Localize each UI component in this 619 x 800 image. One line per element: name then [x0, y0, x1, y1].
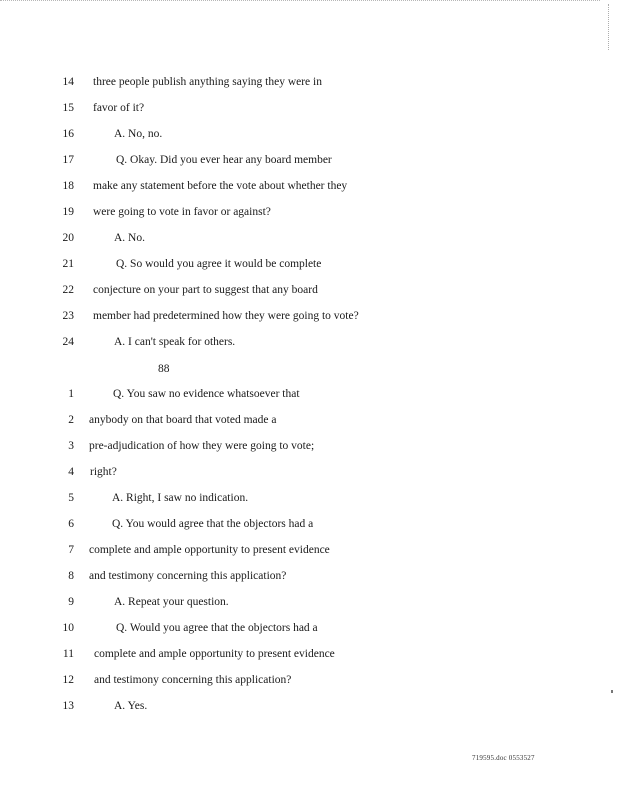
page-number: 88 — [158, 363, 170, 375]
transcript-line — [52, 74, 572, 90]
line-text: and testimony concerning this application? — [89, 570, 287, 582]
transcript-line — [52, 282, 572, 298]
line-text: were going to vote in favor or against? — [93, 206, 271, 218]
transcript-line — [52, 412, 572, 428]
line-number: 11 — [62, 648, 74, 660]
line-number: 16 — [62, 128, 74, 140]
transcript-line — [52, 256, 572, 272]
line-text: Q. You saw no evidence whatsoever that — [113, 388, 300, 400]
line-text: conjecture on your part to suggest that any board — [93, 284, 318, 296]
line-text: Q. Okay. Did you ever hear any board member — [116, 154, 332, 166]
transcript-line — [52, 672, 572, 688]
line-number: 6 — [68, 518, 74, 530]
transcript-line — [52, 542, 572, 558]
transcript-line — [52, 646, 572, 662]
line-text: A. No, no. — [114, 128, 163, 140]
transcript-line — [52, 698, 572, 714]
transcript-line — [52, 334, 572, 350]
line-text: member had predetermined how they were going to vote? — [93, 310, 359, 322]
line-number: 10 — [62, 622, 74, 634]
line-text: favor of it? — [93, 102, 145, 114]
line-number: 8 — [68, 570, 74, 582]
line-text: A. Right, I saw no indication. — [112, 492, 249, 504]
line-number: 4 — [68, 466, 74, 478]
line-text: anybody on that board that voted made a — [89, 414, 277, 426]
transcript-line — [52, 126, 572, 142]
line-text: make any statement before the vote about whether they — [93, 180, 348, 192]
line-text: three people publish anything saying they were in — [93, 76, 322, 88]
transcript-line — [52, 516, 572, 532]
line-number: 7 — [68, 544, 74, 556]
line-number: 9 — [68, 596, 74, 608]
line-text: and testimony concerning this application? — [94, 674, 292, 686]
transcript-line — [52, 620, 572, 636]
line-number: 18 — [62, 180, 74, 192]
document-id: 719595.doc 0553527 — [472, 754, 535, 762]
line-number: 13 — [62, 700, 74, 712]
line-number: 21 — [62, 258, 74, 270]
line-number: 20 — [62, 232, 74, 244]
line-number: 23 — [62, 310, 74, 322]
transcript-line — [52, 438, 572, 454]
line-number: 15 — [62, 102, 74, 114]
transcript-line — [52, 178, 572, 194]
line-text: complete and ample opportunity to present evidence — [89, 544, 330, 556]
transcript-line — [52, 386, 572, 402]
line-text: A. Yes. — [114, 700, 148, 712]
transcript-line — [52, 594, 572, 610]
line-text: Q. Would you agree that the objectors had a — [116, 622, 318, 634]
line-text: A. I can't speak for others. — [114, 336, 236, 348]
line-text: Q. You would agree that the objectors had a — [112, 518, 314, 530]
line-text: A. No. — [114, 232, 145, 244]
line-number: 24 — [62, 336, 74, 348]
line-text: A. Repeat your question. — [114, 596, 229, 608]
transcript-line — [52, 464, 572, 480]
line-number: 17 — [62, 154, 74, 166]
scan-artifact-tick — [611, 690, 613, 693]
line-number: 5 — [68, 492, 74, 504]
transcript-line — [52, 100, 572, 116]
transcript-line — [52, 230, 572, 246]
line-text: pre-adjudication of how they were going to vote; — [89, 440, 315, 452]
transcript-line — [52, 308, 572, 324]
line-number: 22 — [62, 284, 74, 296]
line-number: 2 — [68, 414, 74, 426]
scan-artifact-edge — [608, 4, 615, 50]
transcript-line — [52, 568, 572, 584]
transcript-line — [52, 490, 572, 506]
line-number: 3 — [68, 440, 74, 452]
transcript-line — [52, 204, 572, 220]
line-number: 14 — [62, 76, 74, 88]
line-number: 1 — [68, 388, 74, 400]
line-text: complete and ample opportunity to present evidence — [94, 648, 335, 660]
scan-artifact-top — [0, 0, 600, 7]
transcript-line — [52, 152, 572, 168]
line-text: Q. So would you agree it would be complete — [116, 258, 322, 270]
line-number: 12 — [62, 674, 74, 686]
line-text: right? — [90, 466, 117, 478]
line-number: 19 — [62, 206, 74, 218]
